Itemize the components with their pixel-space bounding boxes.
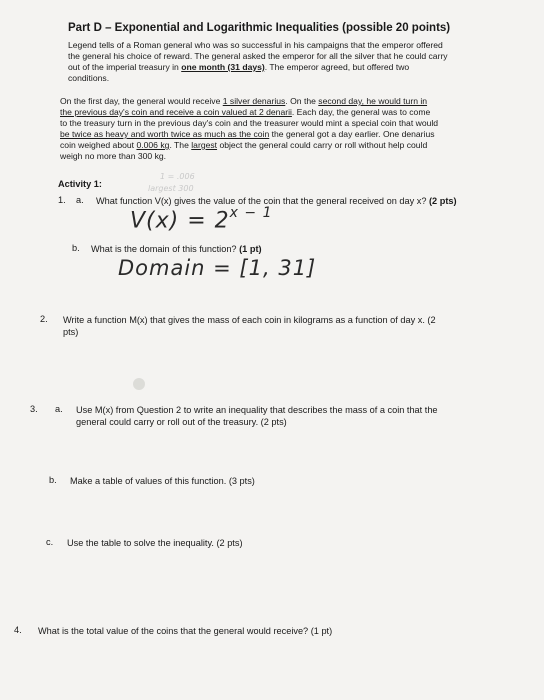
intro-line: conditions.: [68, 73, 110, 83]
conditions-line: be twice as heavy and worth twice as much as the coin the general got a day earlier. One denarius: [60, 129, 435, 139]
question-number: 1.: [58, 195, 66, 205]
intro-line: the general his choice of reward. The general asked the emperor for all the silver that he could carry: [68, 51, 448, 61]
sub-question-letter: a.: [55, 404, 63, 414]
handwritten-answer-1b: Domain = [1, 31]: [118, 256, 317, 280]
question-3a-text: Use M(x) from Question 2 to write an inequality that describes the mass of a coin that the general could carry or roll out of the treasury. (2 pts): [76, 405, 438, 427]
question-number: 3.: [30, 404, 38, 414]
question-number: 4.: [14, 625, 22, 635]
question-4-text: What is the total value of the coins that the general would receive? (1 pt): [38, 626, 333, 636]
paper-smudge: [133, 378, 145, 390]
conditions-line: On the first day, the general would receive 1 silver denarius. On the second day, he would turn in: [60, 96, 428, 106]
handwritten-answer-1a: $V(x) = 2^{x - 1}$: [130, 205, 273, 234]
intro-paragraph: [68, 40, 528, 84]
activity-label: Activity 1:: [58, 179, 102, 189]
page-title: Part D – Exponential and Logarithmic Inequalities (possible 20 points): [68, 22, 451, 34]
question-1a-text: What function V(x) gives the value of the coin that the general received on day x? (2 pts): [96, 196, 457, 206]
question-1b-text: What is the domain of this function? (1 pt): [91, 244, 262, 254]
sub-question-letter: a.: [76, 195, 84, 205]
question-number: 2.: [40, 314, 48, 324]
handwritten-note: 1 = .006: [160, 172, 195, 181]
sub-question-letter: c.: [46, 537, 54, 547]
conditions-line: to the treasury turn in the previous day's coin and the treasurer would mint a special coin that would: [60, 118, 439, 128]
sub-question-letter: b.: [72, 243, 80, 253]
question-3c-text: Use the table to solve the inequality. (2 pts): [67, 538, 243, 548]
conditions-paragraph: [60, 96, 520, 162]
conditions-line: coin weighed about 0.006 kg. The largest object the general could carry or roll without help could: [60, 140, 428, 150]
intro-line: out of the imperial treasury in one month (31 days). The emperor agreed, but offered two: [68, 62, 410, 72]
question-3b-text: Make a table of values of this function. (3 pts): [70, 476, 255, 486]
sub-question-letter: b.: [49, 475, 57, 485]
conditions-line: the previous day's coin and receive a coin valued at 2 denarii. Each day, the general was to come: [60, 107, 431, 117]
intro-line: Legend tells of a Roman general who was so successful in his campaigns that the emperor offered: [68, 40, 443, 50]
handwritten-note: largest 300: [148, 184, 194, 193]
conditions-line: weigh no more than 300 kg.: [60, 151, 167, 161]
question-2-text: Write a function M(x) that gives the mass of each coin in kilograms as a function of day x. (2 pts): [63, 315, 436, 337]
